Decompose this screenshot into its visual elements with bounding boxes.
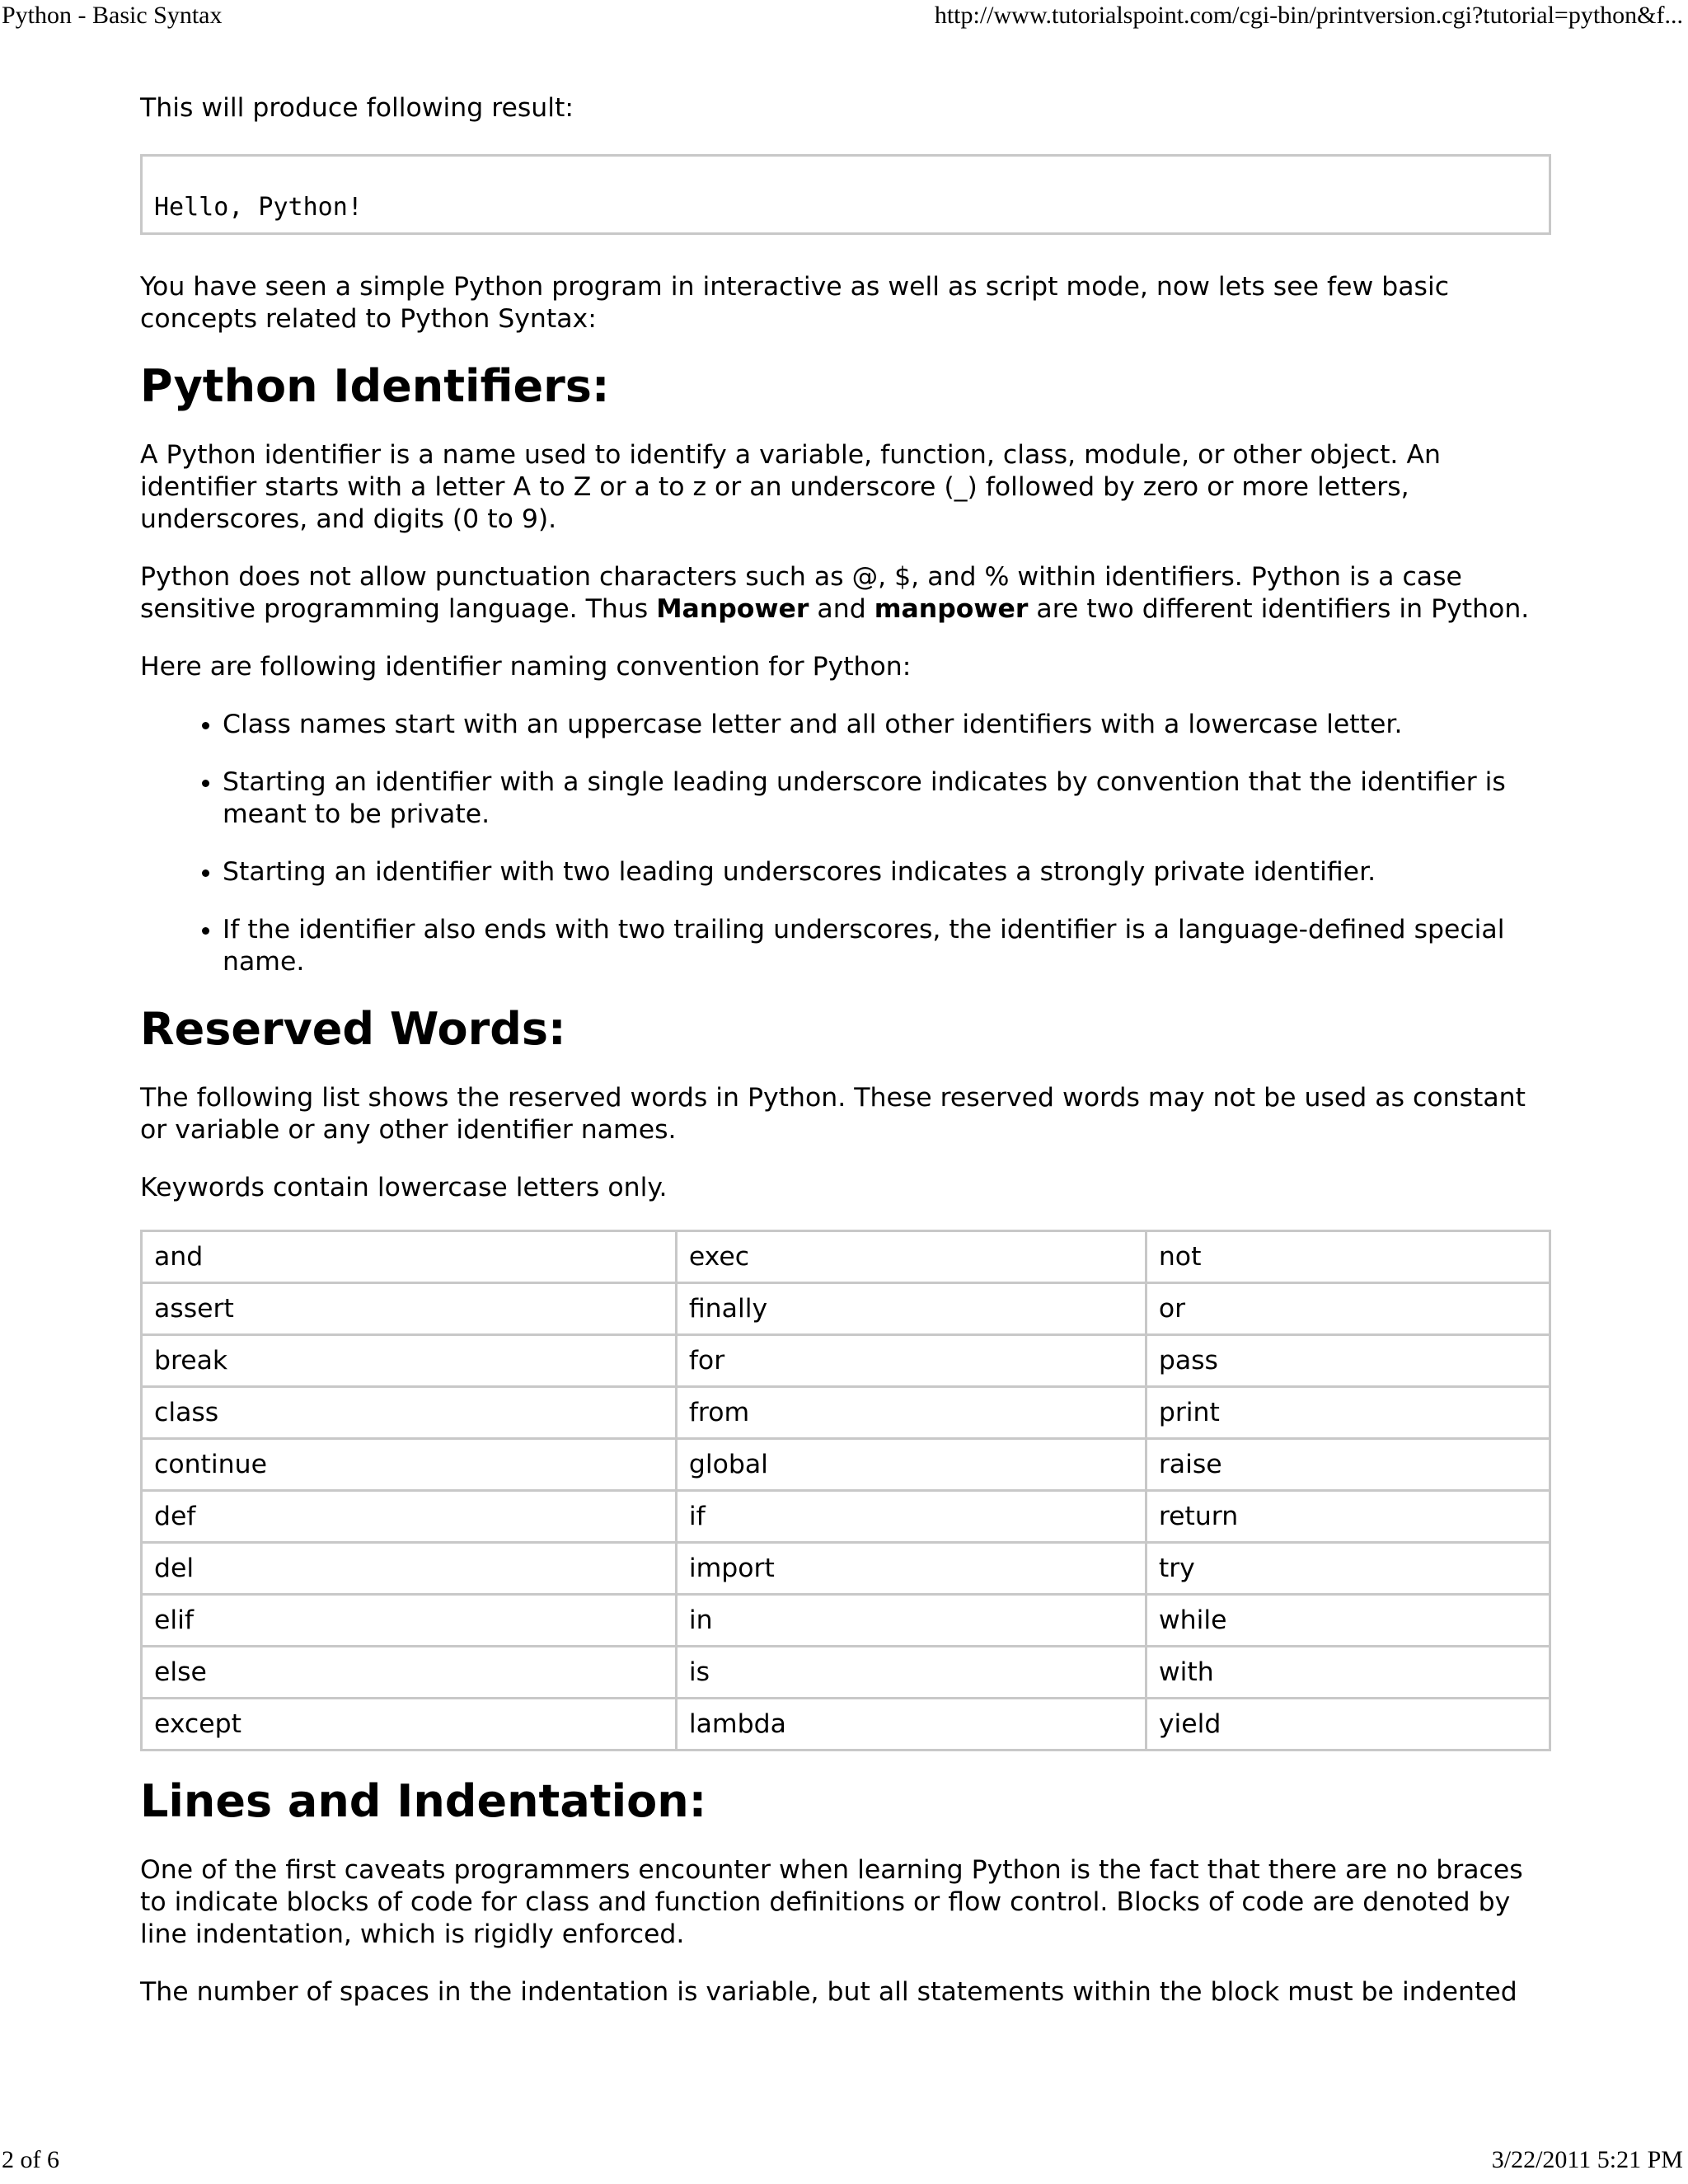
table-cell: else bbox=[142, 1647, 677, 1699]
result-code-block: Hello, Python! bbox=[140, 154, 1551, 235]
table-cell: continue bbox=[142, 1439, 677, 1491]
table-row bbox=[142, 1231, 1550, 1283]
table-cell: del bbox=[142, 1543, 677, 1595]
keywords-table-body bbox=[142, 1231, 1550, 1750]
table-cell: elif bbox=[142, 1595, 677, 1647]
table-cell: pass bbox=[1146, 1335, 1550, 1387]
manpower-uppercase: Manpower bbox=[656, 594, 809, 624]
para2-text-1: Python does not allow punctuation characters such as @, $, and % within identifiers. Python is a case sensitive programming language. Thus bbox=[140, 562, 1462, 624]
page-number: 2 of 6 bbox=[2, 2146, 59, 2173]
table-cell: in bbox=[676, 1595, 1146, 1647]
table-cell: finally bbox=[676, 1283, 1146, 1335]
reserved-paragraph-2: Keywords contain lowercase letters only. bbox=[140, 1173, 668, 1202]
table-row bbox=[142, 1699, 1550, 1750]
identifiers-heading: Python Identifiers: bbox=[140, 360, 610, 412]
page-title: Python - Basic Syntax bbox=[2, 2, 223, 29]
reserved-words-heading: Reserved Words: bbox=[140, 1003, 566, 1055]
table-row bbox=[142, 1595, 1550, 1647]
print-footer bbox=[0, 2146, 1688, 2179]
convention-list bbox=[140, 709, 1551, 978]
print-header bbox=[0, 0, 1688, 33]
list-item: • Starting an identifier with a single leading underscore indicates by convention that the identifier is meant to be private. bbox=[223, 766, 1551, 831]
table-cell: assert bbox=[142, 1283, 677, 1335]
table-cell: while bbox=[1146, 1595, 1550, 1647]
table-row bbox=[142, 1491, 1550, 1543]
list-item: • If the identifier also ends with two trailing underscores, the identifier is a language-defined special name. bbox=[223, 914, 1551, 978]
indentation-heading: Lines and Indentation: bbox=[140, 1775, 707, 1827]
para2-text-3: are two different identifiers in Python. bbox=[1028, 594, 1530, 624]
table-cell: def bbox=[142, 1491, 677, 1543]
para2-text-2: and bbox=[809, 594, 874, 624]
table-cell: if bbox=[676, 1491, 1146, 1543]
table-cell: global bbox=[676, 1439, 1146, 1491]
table-cell: from bbox=[676, 1387, 1146, 1439]
intro-paragraph: You have seen a simple Python program in interactive as well as script mode, now lets see few basic concepts related to Python Syntax: bbox=[140, 272, 1450, 334]
indentation-paragraph-2: The number of spaces in the indentation is variable, but all statements within the block must be indented bbox=[140, 1977, 1517, 2007]
table-cell: import bbox=[676, 1543, 1146, 1595]
table-cell: with bbox=[1146, 1647, 1550, 1699]
identifiers-paragraph-2 bbox=[140, 561, 1551, 626]
table-cell: exec bbox=[676, 1231, 1146, 1283]
table-row bbox=[142, 1543, 1550, 1595]
table-row bbox=[142, 1283, 1550, 1335]
table-cell: return bbox=[1146, 1491, 1550, 1543]
table-cell: yield bbox=[1146, 1699, 1550, 1750]
produce-text: This will produce following result: bbox=[140, 93, 574, 123]
table-row bbox=[142, 1387, 1550, 1439]
print-datetime: 3/22/2011 5:21 PM bbox=[1491, 2146, 1683, 2173]
reserved-paragraph-1: The following list shows the reserved words in Python. These reserved words may not be used as constant or variable or any other identifier names. bbox=[140, 1083, 1526, 1145]
list-item: • Starting an identifier with two leading underscores indicates a strongly private identifier. bbox=[223, 856, 1551, 888]
table-cell: and bbox=[142, 1231, 677, 1283]
table-cell: break bbox=[142, 1335, 677, 1387]
table-row bbox=[142, 1647, 1550, 1699]
table-cell: for bbox=[676, 1335, 1146, 1387]
table-row bbox=[142, 1439, 1550, 1491]
document-body bbox=[140, 92, 1551, 2034]
table-cell: lambda bbox=[676, 1699, 1146, 1750]
manpower-lowercase: manpower bbox=[874, 594, 1029, 624]
table-cell: except bbox=[142, 1699, 677, 1750]
indentation-paragraph-1: One of the first caveats programmers encounter when learning Python is the fact that there are no braces to indicate blocks of code for class and function definitions or flow control. Blocks of code are denoted by line indentation, which is rigidly enforced. bbox=[140, 1855, 1523, 1949]
table-cell: or bbox=[1146, 1283, 1550, 1335]
page-url: http://www.tutorialspoint.com/cgi-bin/printversion.cgi?tutorial=python&f... bbox=[934, 2, 1683, 29]
convention-intro: Here are following identifier naming convention for Python: bbox=[140, 652, 912, 682]
identifiers-paragraph-1: A Python identifier is a name used to identify a variable, function, class, module, or other object. An identifier starts with a letter A to Z or a to z or an underscore (_) followed by zero or more letters, underscores, and digits (0 to 9). bbox=[140, 440, 1441, 534]
list-item: • Class names start with an uppercase letter and all other identifiers with a lowercase letter. bbox=[223, 709, 1551, 741]
table-cell: print bbox=[1146, 1387, 1550, 1439]
table-row bbox=[142, 1335, 1550, 1387]
table-cell: is bbox=[676, 1647, 1146, 1699]
table-cell: not bbox=[1146, 1231, 1550, 1283]
keywords-table bbox=[140, 1230, 1551, 1751]
table-cell: class bbox=[142, 1387, 677, 1439]
table-cell: raise bbox=[1146, 1439, 1550, 1491]
table-cell: try bbox=[1146, 1543, 1550, 1595]
